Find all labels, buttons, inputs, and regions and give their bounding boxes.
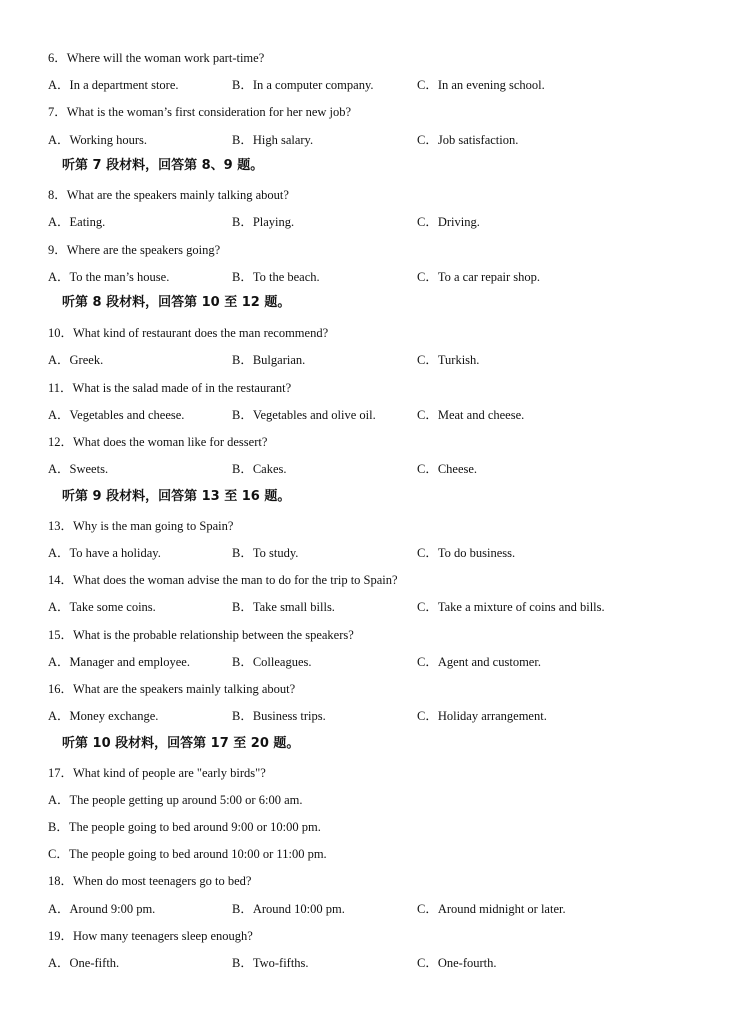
option-b: B．To study. [232,546,299,560]
options-12 [0,459,737,479]
option-b: B．To the beach. [232,270,320,284]
question-text: 6．Where will the woman work part-time? [48,51,265,65]
question-19 [0,926,737,946]
option-a: A．Manager and employee. [48,655,190,669]
option-c: C．Meat and cheese. [417,408,525,422]
option-a: A．To have a holiday. [48,546,161,560]
question-text: 13．Why is the man going to Spain? [48,519,234,533]
option-c: C．Around midnight or later. [417,902,566,916]
option-a: A．The people getting up around 5:00 or 6:00 am. [48,793,303,807]
question-13 [0,516,737,536]
options-7 [0,130,737,150]
option-a: A．Greek. [48,353,104,367]
section-title: 听第 9 段材料，回答第 13 至 16 题。 [62,489,291,504]
question-text: 7．What is the woman’s first consideration for her new job? [48,105,352,119]
options-17-a [0,790,737,810]
option-b: B．Cakes. [232,462,287,476]
options-18 [0,899,737,919]
option-a: A．One-fifth. [48,956,120,970]
options-8 [0,212,737,232]
section-title: 听第 7 段材料，回答第 8、9 题。 [62,158,264,173]
question-11 [0,378,737,398]
option-a: A．Around 9:00 pm. [48,902,156,916]
option-a: A．Money exchange. [48,709,159,723]
section-heading-10 [0,734,737,754]
option-c: C．Holiday arrangement. [417,709,547,723]
options-15 [0,652,737,672]
option-b: B．Colleagues. [232,655,312,669]
question-text: 8．What are the speakers mainly talking about? [48,188,289,202]
options-11 [0,405,737,425]
question-10 [0,323,737,343]
section-title: 听第 8 段材料，回答第 10 至 12 题。 [62,295,291,310]
question-7 [0,102,737,122]
option-b: B．Vegetables and olive oil. [232,408,376,422]
section-heading-8 [0,293,737,313]
option-b: B．Two-fifths. [232,956,309,970]
option-c: C．In an evening school. [417,78,545,92]
question-text: 9．Where are the speakers going? [48,243,221,257]
question-12 [0,432,737,452]
options-17-b [0,817,737,837]
question-16 [0,679,737,699]
option-c: C．To do business. [417,546,516,560]
option-b: B．Playing. [232,215,295,229]
option-b: B．Bulgarian. [232,353,306,367]
question-9 [0,240,737,260]
option-a: A．To the man’s house. [48,270,170,284]
option-b: B．Take small bills. [232,600,335,614]
question-6 [0,48,737,68]
option-c: C．Driving. [417,215,480,229]
question-17 [0,763,737,783]
question-18 [0,871,737,891]
question-text: 18．When do most teenagers go to bed? [48,874,252,888]
option-c: C．Job satisfaction. [417,133,519,147]
options-17-c [0,844,737,864]
option-c: C．To a car repair shop. [417,270,541,284]
option-a: A．Working hours. [48,133,147,147]
question-14 [0,570,737,590]
options-16 [0,706,737,726]
option-c: C．One-fourth. [417,956,497,970]
options-19 [0,953,737,973]
option-b: B．The people going to bed around 9:00 or 10:00 pm. [48,820,321,834]
option-c: C．Agent and customer. [417,655,541,669]
question-text: 12．What does the woman like for dessert? [48,435,268,449]
question-text: 15．What is the probable relationship between the speakers? [48,628,354,642]
question-text: 11．What is the salad made of in the restaurant? [48,381,292,395]
question-text: 16．What are the speakers mainly talking about? [48,682,296,696]
question-text: 17．What kind of people are "early birds"? [48,766,266,780]
option-a: A．In a department store. [48,78,179,92]
options-6 [0,75,737,95]
question-text: 10．What kind of restaurant does the man recommend? [48,326,329,340]
section-heading-9 [0,487,737,507]
option-c: C．Cheese. [417,462,478,476]
section-heading-7 [0,156,737,176]
option-a: A．Eating. [48,215,106,229]
option-b: B．Around 10:00 pm. [232,902,345,916]
option-b: B．High salary. [232,133,314,147]
option-a: A．Vegetables and cheese. [48,408,185,422]
options-13 [0,543,737,563]
options-9 [0,267,737,287]
option-b: B．In a computer company. [232,78,374,92]
question-text: 14．What does the woman advise the man to do for the trip to Spain? [48,573,398,587]
options-14 [0,597,737,617]
option-c: C．The people going to bed around 10:00 or 11:00 pm. [48,847,327,861]
options-10 [0,350,737,370]
option-c: C．Take a mixture of coins and bills. [417,600,605,614]
section-title: 听第 10 段材料，回答第 17 至 20 题。 [62,736,300,751]
option-b: B．Business trips. [232,709,326,723]
option-c: C．Turkish. [417,353,480,367]
question-15 [0,625,737,645]
question-8 [0,185,737,205]
question-text: 19．How many teenagers sleep enough? [48,929,253,943]
option-a: A．Take some coins. [48,600,156,614]
option-a: A．Sweets. [48,462,109,476]
